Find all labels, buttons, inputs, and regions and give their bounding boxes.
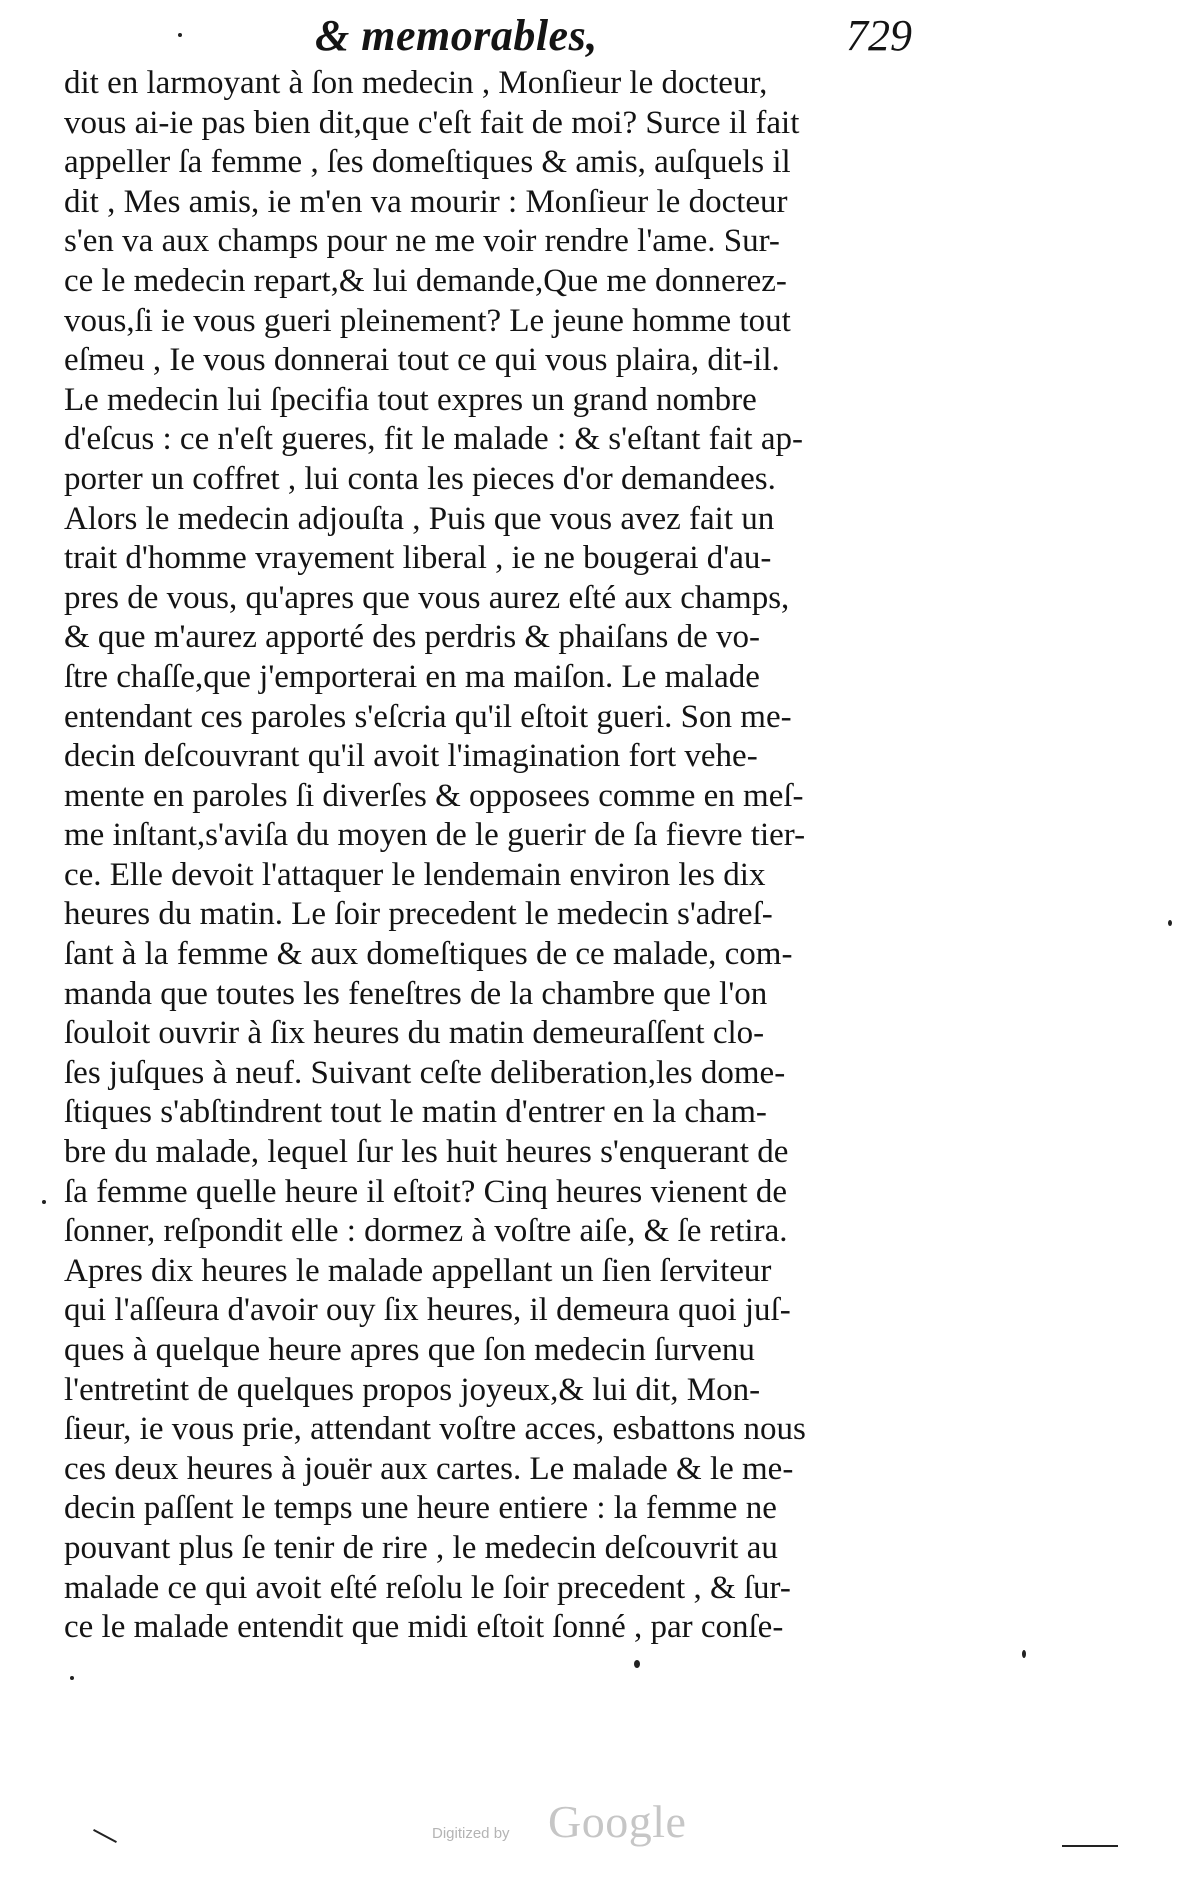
text-line: ſa femme quelle heure il eſtoit? Cinq heures vienent de bbox=[64, 1173, 787, 1210]
text-line: porter un coffret , lui conta les pieces d'or demandees. bbox=[64, 460, 776, 497]
text-line: eſmeu , Ie vous donnerai tout ce qui vous plaira, dit-il. bbox=[64, 342, 780, 379]
text-line: vous,ſi ie vous gueri pleinement? Le jeune homme tout bbox=[64, 302, 791, 339]
text-line: s'en va aux champs pour ne me voir rendre l'ame. Sur- bbox=[64, 223, 780, 260]
text-line: qui l'aſſeura d'avoir ouy ſix heures, il demeura quoi juſ- bbox=[64, 1292, 791, 1329]
text-line: ce. Elle devoit l'attaquer le lendemain environ les dix bbox=[64, 856, 766, 893]
text-line: appeller ſa femme , ſes domeſtiques & amis, auſquels il bbox=[64, 144, 791, 181]
text-line: Le medecin lui ſpecifia tout expres un grand nombre bbox=[64, 381, 757, 418]
text-line: ſouloit ouvrir à ſix heures du matin demeuraſſent clo- bbox=[64, 1015, 765, 1052]
text-line: ces deux heures à jouër aux cartes. Le malade & le me- bbox=[64, 1450, 794, 1487]
scan-speck bbox=[634, 1660, 640, 1668]
page-footer bbox=[0, 1795, 1198, 1855]
text-line: manda que toutes les feneſtres de la chambre que l'on bbox=[64, 975, 768, 1012]
scan-speck bbox=[42, 1200, 46, 1204]
text-line: pres de vous, qu'apres que vous aurez eſté aux champs, bbox=[64, 579, 790, 616]
text-line: me inſtant,s'aviſa du moyen de le guerir de ſa fievre tier- bbox=[64, 817, 806, 854]
text-line: mente en paroles ſi diverſes & opposees comme en meſ- bbox=[64, 777, 804, 814]
scan-rule bbox=[1062, 1845, 1118, 1847]
text-line: Alors le medecin adjouſta , Puis que vous avez fait un bbox=[64, 500, 775, 537]
text-line: ce le medecin repart,& lui demande,Que me donnerez- bbox=[64, 262, 787, 299]
scan-speck bbox=[1168, 920, 1172, 926]
text-line: decin deſcouvrant qu'il avoit l'imagination fort vehe- bbox=[64, 738, 758, 775]
scan-speck bbox=[1022, 1650, 1026, 1658]
text-line: entendant ces paroles s'eſcria qu'il eſtoit gueri. Son me- bbox=[64, 698, 792, 735]
text-line: ques à quelque heure apres que ſon medecin ſurvenu bbox=[64, 1332, 755, 1368]
text-line: dit en larmoyant à ſon medecin , Monſieur le docteur, bbox=[64, 65, 768, 101]
text-line: ſieur, ie vous prie, attendant voſtre acces, esbattons nous bbox=[64, 1411, 806, 1448]
text-line: pouvant plus ſe tenir de rire , le medecin deſcouvrit au bbox=[64, 1529, 778, 1566]
text-line: Apres dix heures le malade appellant un ſien ſerviteur bbox=[64, 1252, 772, 1289]
scan-speck bbox=[70, 1676, 74, 1680]
text-line: ſonner, reſpondit elle : dormez à voſtre aiſe, & ſe retira. bbox=[64, 1213, 788, 1250]
page-number: 729 bbox=[846, 11, 912, 60]
text-line: heures du matin. Le ſoir precedent le medecin s'adreſ- bbox=[64, 896, 773, 933]
page-header bbox=[300, 6, 920, 62]
text-line: vous ai-ie pas bien dit,que c'eſt fait de moi? Surce il fait bbox=[64, 104, 800, 141]
text-line: ce le malade entendit que midi eſtoit ſonné , par conſe- bbox=[64, 1609, 784, 1646]
text-line: ſes juſques à neuf. Suivant ceſte deliberation,les dome- bbox=[64, 1054, 786, 1091]
body-text bbox=[64, 64, 924, 1648]
digitized-label: Digitized by bbox=[432, 1825, 510, 1842]
text-line: ſtre chaſſe,que j'emporterai en ma maiſon. Le malade bbox=[64, 658, 760, 695]
text-line: bre du malade, lequel ſur les huit heures s'enquerant de bbox=[64, 1134, 789, 1171]
text-line: & que m'aurez apporté des perdris & phaiſans de vo- bbox=[64, 619, 760, 656]
text-line: dit , Mes amis, ie m'en va mourir : Monſieur le docteur bbox=[64, 183, 788, 220]
text-line: l'entretint de quelques propos joyeux,& lui dit, Mon- bbox=[64, 1371, 761, 1408]
text-line: ſtiques s'abſtindrent tout le matin d'entrer en la cham- bbox=[64, 1094, 767, 1131]
text-line: ſant à la femme & aux domeſtiques de ce malade, com- bbox=[64, 936, 793, 973]
text-line: malade ce qui avoit eſté reſolu le ſoir precedent , & ſur- bbox=[64, 1569, 791, 1606]
running-head: & memorables, bbox=[315, 11, 598, 60]
scan-mark bbox=[93, 1829, 117, 1843]
google-watermark: Google bbox=[548, 1796, 687, 1847]
text-line: d'eſcus : ce n'eſt gueres, fit le malade : & s'eſtant fait ap- bbox=[64, 421, 803, 458]
scan-speck bbox=[178, 33, 182, 37]
text-line: decin paſſent le temps une heure entiere : la femme ne bbox=[64, 1490, 777, 1527]
text-line: trait d'homme vrayement liberal , ie ne bougerai d'au- bbox=[64, 540, 772, 577]
